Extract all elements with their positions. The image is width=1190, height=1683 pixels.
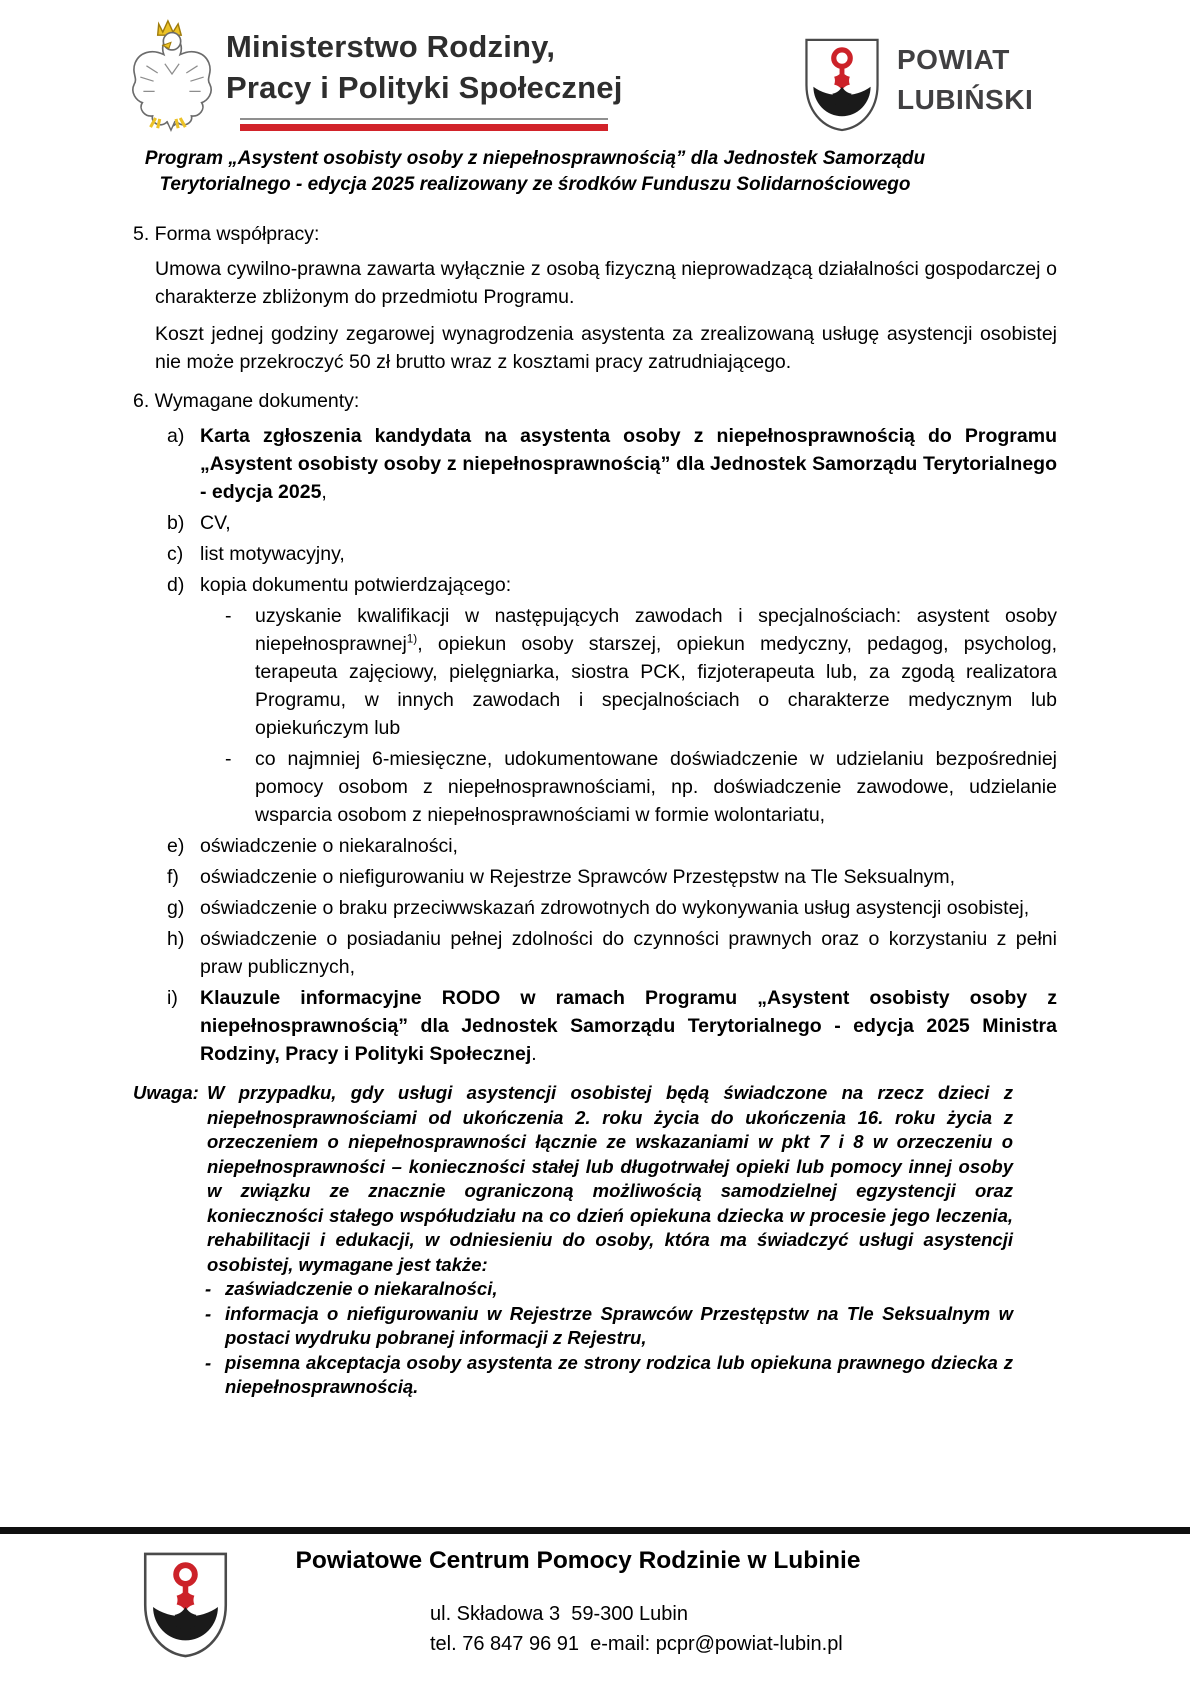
logo-red-rule: [240, 124, 608, 131]
footer-divider: [0, 1527, 1190, 1534]
item-marker: i): [167, 987, 178, 1009]
list-item-b: b) CV,: [133, 509, 1057, 537]
item-marker: c): [167, 543, 184, 565]
list-item-e: e) oświadczenie o niekaralności,: [133, 832, 1057, 860]
list-item-d-sub1: - uzyskanie kwalifikacji w następujących zawodach i specjalnościach: asystent osoby niepełnosprawnej$^{1)}$, opiekun osoby starszej, opiekun medyczny, pedagog, psycholog, terapeuta zajęciowy, pielęgniarka, siostra PCK, fizjoterapeuta lub, za zgodą realizatora Programu, w innych zawodach i specjalnościach o charakterze medycznym lub opiekuńczym lub: [133, 602, 1057, 742]
item-marker: g): [167, 897, 185, 919]
note-dash-item: - informacja o niefigurowaniu w Rejestrze Sprawców Przestępstw na Tle Seksualnym w postaci wydruku pobranej informacji z Rejestru,: [205, 1302, 1013, 1348]
section5-heading: 5. Forma współpracy:: [133, 223, 320, 245]
powiat-lubinski-crest-icon: [803, 36, 881, 134]
footer-contact-line: tel. 76 847 96 91 e-mail: pcpr@powiat-lubin.pl: [430, 1633, 843, 1655]
item-marker: b): [167, 512, 185, 534]
list-item-d-sub2: - co najmniej 6-miesięczne, udokumentowane doświadczenie w udzielaniu bezpośredniej pomocy osobom z niepełnosprawnościami, np. doświadczenie zawodowe, udzielanie wsparcia osobom z niepełnosprawnościami w formie wolontariatu,: [133, 745, 1057, 829]
list-item-c: c) list motywacyjny,: [133, 540, 1057, 568]
list-item-i: i) Klauzule informacyjne RODO w ramach Programu „Asystent osobisty osoby z niepełnosprawnością” dla Jednostek Samorządu Terytorialnego - edycja 2025 Ministra Rodziny, Pracy i Polityki Społecznej.: [133, 984, 1057, 1068]
ministry-logo-line2: Pracy i Polityki Społecznej: [226, 70, 623, 105]
document-body: [133, 220, 1057, 1400]
list-item-f: f) oświadczenie o niefigurowaniu w Rejestrze Sprawców Przestępstw na Tle Seksualnym,: [133, 863, 1057, 891]
dash-marker: -: [225, 748, 232, 770]
logo-grey-rule: [240, 118, 608, 120]
footer-address-block: [430, 1599, 843, 1659]
list-item-h: h) oświadczenie o posiadaniu pełnej zdolności do czynności prawnych oraz o korzystaniu z pełni praw publicznych,: [133, 925, 1057, 981]
footnote-ref: 1): [406, 632, 418, 646]
list-item-g: g) oświadczenie o braku przeciwwskazań zdrowotnych do wykonywania usług asystencji osobistej,: [133, 894, 1057, 922]
list-item-d: d) kopia dokumentu potwierdzającego:: [133, 571, 1057, 599]
note-dash-item: - zaświadczenie o niekaralności,: [133, 1277, 1057, 1302]
ministry-logo-text: [226, 26, 623, 108]
item-marker: d): [167, 574, 185, 596]
dash-marker: -: [205, 1278, 212, 1299]
note-label: Uwaga:: [133, 1082, 199, 1103]
dash-marker: -: [205, 1302, 212, 1324]
powiat-logo-text: [897, 40, 1033, 120]
program-title: Program „Asystent osobisty osoby z niepełnosprawnością” dla Jednostek Samorządu Terytorialnego - edycja 2025 realizowany ze środków Funduszu Solidarnościowego: [144, 148, 926, 195]
section5-paragraph: Umowa cywilno-prawna zawarta wyłącznie z osobą fizyczną nieprowadzącą działalności gospodarczej o charakterze zbliżonym do przedmiotu Programu.: [155, 258, 1057, 308]
section5-paragraph: Koszt jednej godziny zegarowej wynagrodzenia asystenta za zrealizowaną usługę asystencji osobistej nie może przekroczyć 50 zł brutto wraz z kosztami pracy zatrudniającego.: [155, 323, 1057, 373]
footer-address-line: ul. Składowa 3 59-300 Lubin: [430, 1603, 688, 1625]
list-item-a: a) Karta zgłoszenia kandydata na asystenta osoby z niepełnosprawnością do Programu „Asystent osobisty osoby z niepełnosprawnością” dla Jednostek Samorządu Terytorialnego - edycja 2025,: [133, 422, 1057, 506]
dash-marker: -: [205, 1351, 212, 1373]
note-body: W przypadku, gdy usługi asystencji osobistej będą świadczone na rzecz dzieci z niepełnosprawnościami od ukończenia 2. roku życia do ukończenia 16. roku życia z orzeczeniem o niepełnosprawności łącznie ze wskazaniami w pkt 7 i 8 w orzeczeniu o niepełnosprawności – konieczności stałej lub długotrwałej opieki lub pomocy innej osoby w związku ze znacznie ograniczoną możliwością samodzielnej egzystencji oraz konieczności stałego współudziału na co dzień opiekuna dziecka w procesie jego leczenia, rehabilitacji i edukacji, w odniesieniu do osoby, która ma świadczyć usługi asystencji osobistej, wymagane jest także:: [207, 1082, 1013, 1275]
item-marker: a): [167, 425, 185, 447]
item-marker: h): [167, 928, 185, 950]
item-marker: e): [167, 835, 185, 857]
polish-eagle-icon: [126, 12, 218, 136]
item-marker: f): [167, 866, 179, 888]
note-block: [133, 1081, 1057, 1277]
note-dash-item: - pisemna akceptacja osoby asystenta ze strony rodzica lub opiekuna prawnego dziecka z niepełnosprawnością.: [205, 1351, 1013, 1397]
footer-organization-name: Powiatowe Centrum Pomocy Rodzinie w Lubinie: [295, 1547, 861, 1574]
ministry-logo-line1: Ministerstwo Rodziny,: [226, 29, 556, 64]
section6-heading: 6. Wymagane dokumenty:: [133, 390, 360, 412]
powiat-logo-line1: POWIAT: [897, 44, 1010, 75]
powiat-logo-line2: LUBIŃSKI: [897, 84, 1034, 115]
dash-marker: -: [225, 605, 232, 627]
